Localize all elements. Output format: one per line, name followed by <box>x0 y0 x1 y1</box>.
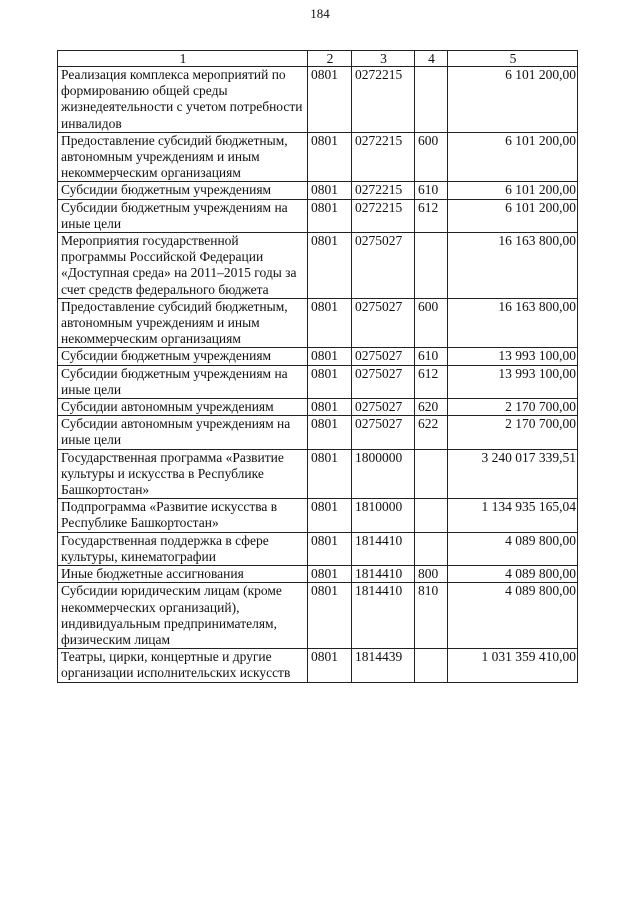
row-target-code: 0275027 <box>352 348 415 365</box>
table-row <box>58 449 578 499</box>
row-section-code: 0801 <box>308 566 352 583</box>
row-target-code: 0272215 <box>352 67 415 133</box>
row-expense-type <box>415 67 448 133</box>
row-name: Субсидии бюджетным учреждениям на иные цели <box>58 199 308 232</box>
row-name: Мероприятия государственной программы Российской Федерации «Доступная среда» на 2011–2015 годы за счет средств федерального бюджета <box>58 233 308 299</box>
row-target-code: 0272215 <box>352 132 415 182</box>
row-target-code: 0275027 <box>352 233 415 299</box>
row-target-code: 0275027 <box>352 416 415 449</box>
row-section-code: 0801 <box>308 416 352 449</box>
table-row <box>58 649 578 682</box>
row-section-code: 0801 <box>308 67 352 133</box>
row-name: Подпрограмма «Развитие искусства в Республике Башкортостан» <box>58 499 308 532</box>
row-section-code: 0801 <box>308 499 352 532</box>
page-number: 184 <box>310 6 330 21</box>
table-row <box>58 566 578 583</box>
row-target-code: 0275027 <box>352 399 415 416</box>
table-row <box>58 199 578 232</box>
row-target-code: 1814410 <box>352 532 415 565</box>
table-row <box>58 67 578 133</box>
row-name: Субсидии бюджетным учреждениям <box>58 182 308 199</box>
row-amount: 16 163 800,00 <box>448 298 578 348</box>
table-body <box>58 67 578 683</box>
row-amount: 1 031 359 410,00 <box>448 649 578 682</box>
table-row <box>58 532 578 565</box>
row-section-code: 0801 <box>308 199 352 232</box>
row-amount: 13 993 100,00 <box>448 348 578 365</box>
row-name: Государственная поддержка в сфере культуры, кинематографии <box>58 532 308 565</box>
row-amount: 13 993 100,00 <box>448 365 578 398</box>
row-amount: 3 240 017 339,51 <box>448 449 578 499</box>
row-section-code: 0801 <box>308 449 352 499</box>
row-name: Субсидии автономным учреждениям <box>58 399 308 416</box>
table-row <box>58 298 578 348</box>
row-target-code: 0275027 <box>352 365 415 398</box>
row-target-code: 0275027 <box>352 298 415 348</box>
header-col-2: 2 <box>308 51 352 67</box>
row-amount: 4 089 800,00 <box>448 583 578 649</box>
row-name: Иные бюджетные ассигнования <box>58 566 308 583</box>
row-name: Субсидии автономным учреждениям на иные цели <box>58 416 308 449</box>
row-expense-type <box>415 532 448 565</box>
row-expense-type: 612 <box>415 199 448 232</box>
row-expense-type: 600 <box>415 298 448 348</box>
table-row <box>58 365 578 398</box>
header-col-1: 1 <box>58 51 308 67</box>
row-section-code: 0801 <box>308 182 352 199</box>
row-amount: 2 170 700,00 <box>448 399 578 416</box>
row-amount: 1 134 935 165,04 <box>448 499 578 532</box>
row-section-code: 0801 <box>308 532 352 565</box>
row-name: Реализация комплекса мероприятий по формированию общей среды жизнедеятельности с учетом потребности инвалидов <box>58 67 308 133</box>
header-row <box>58 51 578 67</box>
row-target-code: 1800000 <box>352 449 415 499</box>
row-expense-type: 600 <box>415 132 448 182</box>
table-row <box>58 399 578 416</box>
row-section-code: 0801 <box>308 365 352 398</box>
row-amount: 16 163 800,00 <box>448 233 578 299</box>
row-section-code: 0801 <box>308 399 352 416</box>
table-row <box>58 416 578 449</box>
table-row <box>58 583 578 649</box>
row-expense-type: 610 <box>415 348 448 365</box>
table-header <box>58 51 578 67</box>
row-expense-type: 800 <box>415 566 448 583</box>
row-amount: 6 101 200,00 <box>448 67 578 133</box>
row-amount: 6 101 200,00 <box>448 199 578 232</box>
row-target-code: 1810000 <box>352 499 415 532</box>
row-expense-type: 622 <box>415 416 448 449</box>
row-amount: 6 101 200,00 <box>448 132 578 182</box>
row-name: Предоставление субсидий бюджетным, автономным учреждениям и иным некоммерческим организациям <box>58 298 308 348</box>
row-amount: 6 101 200,00 <box>448 182 578 199</box>
row-expense-type: 810 <box>415 583 448 649</box>
table-row <box>58 499 578 532</box>
row-name: Субсидии юридическим лицам (кроме некоммерческих организаций), индивидуальным предпринимателям, физическим лицам <box>58 583 308 649</box>
row-target-code: 1814410 <box>352 566 415 583</box>
row-expense-type: 612 <box>415 365 448 398</box>
row-section-code: 0801 <box>308 649 352 682</box>
row-name: Государственная программа «Развитие культуры и искусства в Республике Башкортостан» <box>58 449 308 499</box>
row-section-code: 0801 <box>308 348 352 365</box>
row-expense-type: 620 <box>415 399 448 416</box>
row-amount: 4 089 800,00 <box>448 566 578 583</box>
table-row <box>58 348 578 365</box>
table-row <box>58 132 578 182</box>
header-col-3: 3 <box>352 51 415 67</box>
row-expense-type <box>415 499 448 532</box>
row-section-code: 0801 <box>308 583 352 649</box>
row-name: Театры, цирки, концертные и другие организации исполнительских искусств <box>58 649 308 682</box>
row-target-code: 1814439 <box>352 649 415 682</box>
row-section-code: 0801 <box>308 132 352 182</box>
header-col-5: 5 <box>448 51 578 67</box>
row-expense-type <box>415 449 448 499</box>
row-name: Субсидии бюджетным учреждениям на иные цели <box>58 365 308 398</box>
row-amount: 2 170 700,00 <box>448 416 578 449</box>
row-target-code: 1814410 <box>352 583 415 649</box>
row-expense-type: 610 <box>415 182 448 199</box>
table-row <box>58 182 578 199</box>
row-target-code: 0272215 <box>352 199 415 232</box>
row-name: Субсидии бюджетным учреждениям <box>58 348 308 365</box>
row-name: Предоставление субсидий бюджетным, автономным учреждениям и иным некоммерческим организациям <box>58 132 308 182</box>
budget-table <box>57 50 578 683</box>
row-section-code: 0801 <box>308 298 352 348</box>
row-expense-type <box>415 233 448 299</box>
header-col-4: 4 <box>415 51 448 67</box>
row-target-code: 0272215 <box>352 182 415 199</box>
row-section-code: 0801 <box>308 233 352 299</box>
row-expense-type <box>415 649 448 682</box>
row-amount: 4 089 800,00 <box>448 532 578 565</box>
table-row <box>58 233 578 299</box>
